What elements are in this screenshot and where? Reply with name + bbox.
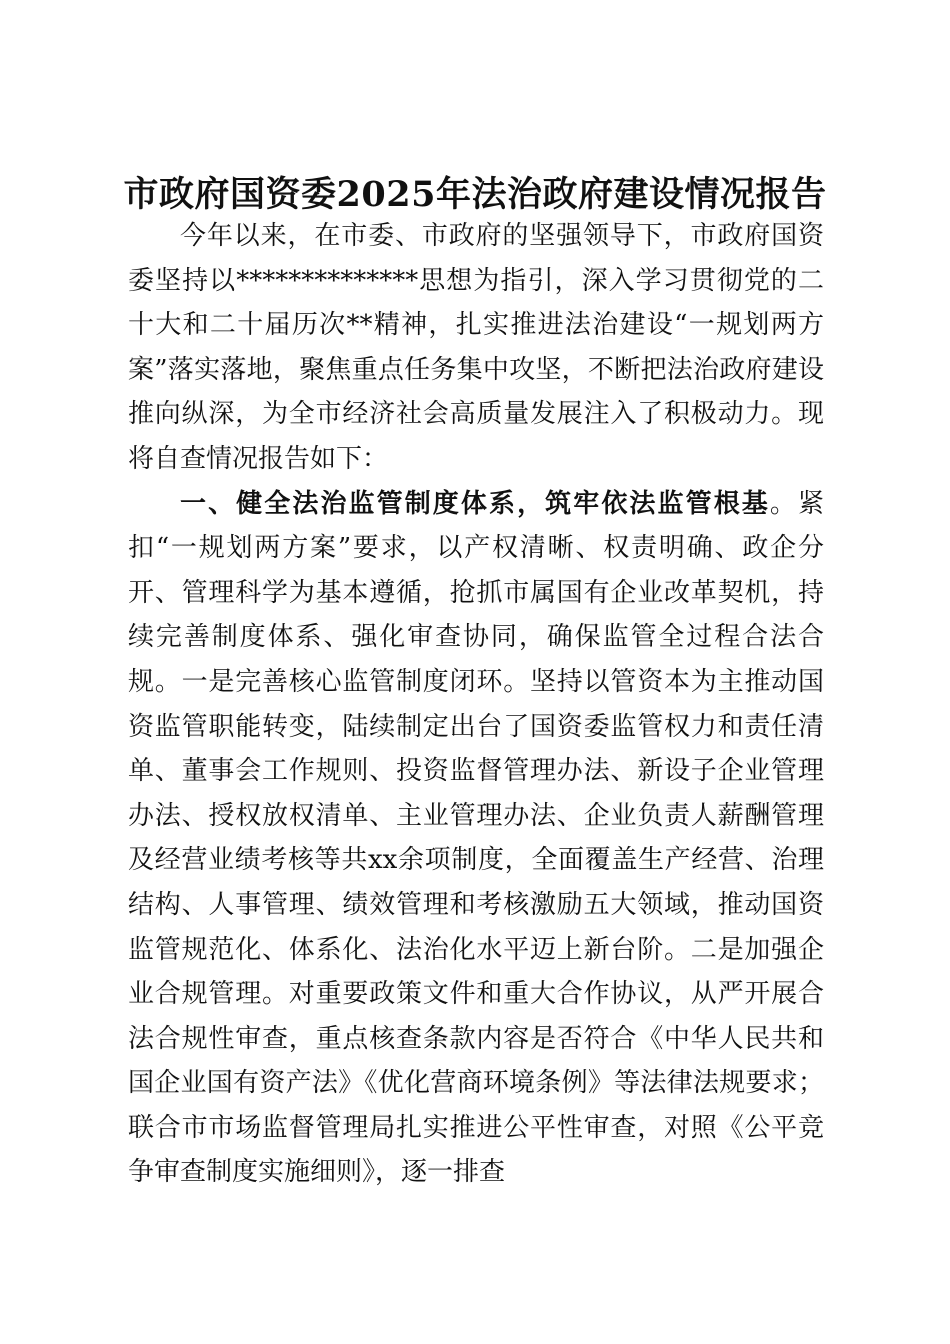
section-one-paragraph [128, 482, 824, 1196]
intro-paragraph-text: 今年以来，在市委、市政府的坚强领导下，市政府国资委坚持以**************思想为指引，深入学习贯彻党的二十大和二十届历次**精神，扎实推进法治建设“一规划两方案”落实落地，聚焦重点任务集中攻坚，不断把法治政府建设推向纵深，为全市经济社会高质量发展注入了积极动力。现将自查情况报告如下： [128, 221, 824, 474]
document-body [128, 214, 824, 1195]
section-one-heading: 一、健全法治监管制度体系，筑牢依法监管根基 [180, 488, 770, 519]
intro-paragraph [128, 214, 824, 482]
document-title: 市政府国资委2025年法治政府建设情况报告 [123, 174, 827, 215]
section-one-text: 。紧扣“一规划两方案”要求，以产权清晰、权责明确、政企分开、管理科学为基本遵循，抢抓市属国有企业改革契机，持续完善制度体系、强化审查协同，确保监管全过程合法合规。一是完善核心监管制度闭环。坚持以管资本为主推动国资监管职能转变，陆续制定出台了国资委监管权力和责任清单、董事会工作规则、投资监督管理办法、新设子企业管理办法、授权放权清单、主业管理办法、企业负责人薪酬管理及经营业绩考核等共xx余项制度，全面覆盖生产经营、治理结构、人事管理、绩效管理和考核激励五大领域，推动国资监管规范化、体系化、法治化水平迈上新台阶。二是加强企业合规管理。对重要政策文件和重大合作协议，从严开展合法合规性审查，重点核查条款内容是否符合《中华人民共和国企业国有资产法》《优化营商环境条例》等法律法规要求；联合市市场监督管理局扎实推进公平性审查，对照《公平竞争审查制度实施细则》，逐一排查 [128, 488, 824, 1188]
